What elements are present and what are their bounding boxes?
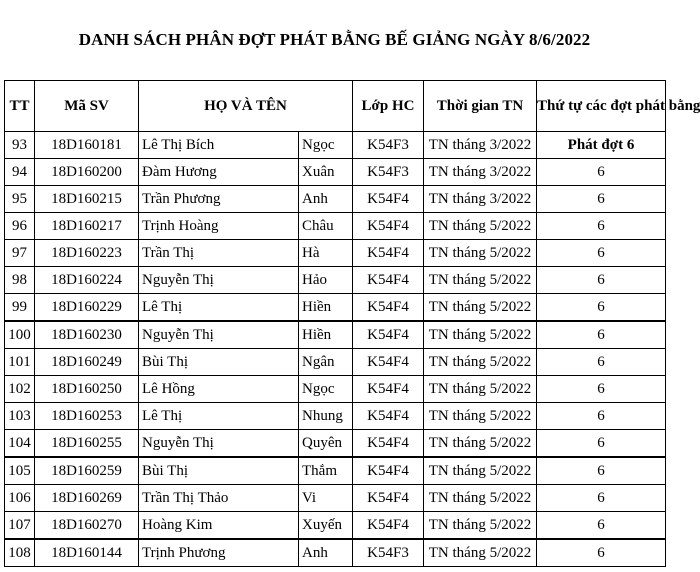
cell-thoigian: TN tháng 5/2022 — [424, 539, 537, 567]
cell-ho: Nguyễn Thị — [139, 430, 299, 458]
cell-ho: Lê Thị — [139, 294, 299, 322]
cell-lop: K54F4 — [353, 349, 424, 376]
cell-tt: 106 — [5, 485, 35, 512]
cell-thoigian: TN tháng 3/2022 — [424, 159, 537, 186]
table-row — [5, 430, 666, 458]
cell-dot: Phát đợt 6 — [537, 132, 666, 159]
cell-thoigian: TN tháng 5/2022 — [424, 213, 537, 240]
cell-dot: 6 — [537, 213, 666, 240]
cell-masv: 18D160255 — [35, 430, 139, 458]
cell-masv: 18D160215 — [35, 186, 139, 213]
cell-thoigian: TN tháng 5/2022 — [424, 485, 537, 512]
header-thutu: Thứ tự các đợt phát bằng — [537, 81, 666, 132]
cell-thoigian: TN tháng 5/2022 — [424, 240, 537, 267]
cell-tt: 105 — [5, 457, 35, 485]
cell-ho: Hoàng Kim — [139, 512, 299, 540]
cell-dot: 6 — [537, 159, 666, 186]
cell-ten: Anh — [299, 186, 353, 213]
cell-lop: K54F3 — [353, 539, 424, 567]
cell-ho: Bùi Thị — [139, 349, 299, 376]
table-row — [5, 321, 666, 349]
table-row — [5, 539, 666, 567]
table-row — [5, 267, 666, 294]
cell-dot: 6 — [537, 294, 666, 322]
cell-tt: 97 — [5, 240, 35, 267]
cell-dot: 6 — [537, 430, 666, 458]
cell-lop: K54F3 — [353, 132, 424, 159]
cell-ten: Thắm — [299, 457, 353, 485]
cell-ten: Châu — [299, 213, 353, 240]
cell-dot: 6 — [537, 403, 666, 430]
cell-masv: 18D160250 — [35, 376, 139, 403]
cell-lop: K54F4 — [353, 294, 424, 322]
cell-ten: Hiền — [299, 294, 353, 322]
cell-lop: K54F4 — [353, 267, 424, 294]
cell-masv: 18D160230 — [35, 321, 139, 349]
table-row — [5, 240, 666, 267]
cell-dot: 6 — [537, 240, 666, 267]
cell-thoigian: TN tháng 5/2022 — [424, 376, 537, 403]
cell-thoigian: TN tháng 5/2022 — [424, 349, 537, 376]
cell-ten: Xuân — [299, 159, 353, 186]
table-row — [5, 403, 666, 430]
cell-lop: K54F4 — [353, 213, 424, 240]
cell-dot: 6 — [537, 267, 666, 294]
cell-ho: Lê Thị Bích — [139, 132, 299, 159]
cell-ho: Trần Thị Thảo — [139, 485, 299, 512]
cell-masv: 18D160269 — [35, 485, 139, 512]
cell-dot: 6 — [537, 539, 666, 567]
cell-dot: 6 — [537, 321, 666, 349]
cell-tt: 98 — [5, 267, 35, 294]
cell-ten: Anh — [299, 539, 353, 567]
cell-thoigian: TN tháng 3/2022 — [424, 186, 537, 213]
cell-ho: Trần Thị — [139, 240, 299, 267]
cell-tt: 107 — [5, 512, 35, 540]
cell-lop: K54F4 — [353, 512, 424, 540]
cell-lop: K54F4 — [353, 485, 424, 512]
header-row — [5, 81, 666, 132]
cell-ho: Trịnh Hoàng — [139, 213, 299, 240]
cell-ho: Nguyễn Thị — [139, 321, 299, 349]
cell-thoigian: TN tháng 5/2022 — [424, 512, 537, 540]
cell-ho: Đàm Hương — [139, 159, 299, 186]
table-row — [5, 512, 666, 540]
cell-dot: 6 — [537, 349, 666, 376]
cell-ho: Trần Phương — [139, 186, 299, 213]
cell-lop: K54F4 — [353, 430, 424, 458]
table-row — [5, 213, 666, 240]
cell-ten: Ngọc — [299, 132, 353, 159]
cell-masv: 18D160259 — [35, 457, 139, 485]
cell-ten: Nhung — [299, 403, 353, 430]
cell-thoigian: TN tháng 5/2022 — [424, 403, 537, 430]
graduation-table — [4, 80, 700, 567]
table-body — [5, 132, 666, 567]
cell-masv: 18D160200 — [35, 159, 139, 186]
cell-dot: 6 — [537, 186, 666, 213]
cell-tt: 99 — [5, 294, 35, 322]
cell-thoigian: TN tháng 3/2022 — [424, 132, 537, 159]
cell-ho: Bùi Thị — [139, 457, 299, 485]
cell-tt: 102 — [5, 376, 35, 403]
cell-masv: 18D160270 — [35, 512, 139, 540]
cell-lop: K54F4 — [353, 403, 424, 430]
table-row — [5, 376, 666, 403]
cell-tt: 100 — [5, 321, 35, 349]
header-tt: TT — [5, 81, 35, 132]
cell-ho: Trịnh Phương — [139, 539, 299, 567]
cell-tt: 94 — [5, 159, 35, 186]
cell-dot: 6 — [537, 485, 666, 512]
cell-dot: 6 — [537, 376, 666, 403]
table-row — [5, 186, 666, 213]
table-row — [5, 485, 666, 512]
cell-dot: 6 — [537, 457, 666, 485]
cell-thoigian: TN tháng 5/2022 — [424, 294, 537, 322]
cell-tt: 95 — [5, 186, 35, 213]
cell-masv: 18D160224 — [35, 267, 139, 294]
cell-thoigian: TN tháng 5/2022 — [424, 321, 537, 349]
cell-ten: Hà — [299, 240, 353, 267]
cell-masv: 18D160253 — [35, 403, 139, 430]
header-masv: Mã SV — [35, 81, 139, 132]
cell-ten: Quyên — [299, 430, 353, 458]
cell-ten: Hiền — [299, 321, 353, 349]
header-lop: Lớp HC — [353, 81, 424, 132]
cell-thoigian: TN tháng 5/2022 — [424, 457, 537, 485]
cell-lop: K54F4 — [353, 321, 424, 349]
table-row — [5, 294, 666, 322]
cell-lop: K54F4 — [353, 376, 424, 403]
cell-masv: 18D160229 — [35, 294, 139, 322]
cell-tt: 101 — [5, 349, 35, 376]
cell-thoigian: TN tháng 5/2022 — [424, 267, 537, 294]
cell-ten: Xuyến — [299, 512, 353, 540]
cell-tt: 103 — [5, 403, 35, 430]
cell-lop: K54F4 — [353, 186, 424, 213]
cell-ten: Vi — [299, 485, 353, 512]
cell-lop: K54F4 — [353, 457, 424, 485]
cell-ten: Hảo — [299, 267, 353, 294]
cell-tt: 108 — [5, 539, 35, 567]
header-hoten: HỌ VÀ TÊN — [139, 81, 353, 132]
cell-masv: 18D160181 — [35, 132, 139, 159]
table-row — [5, 457, 666, 485]
cell-ten: Ngân — [299, 349, 353, 376]
cell-masv: 18D160144 — [35, 539, 139, 567]
cell-thoigian: TN tháng 5/2022 — [424, 430, 537, 458]
table-row — [5, 349, 666, 376]
cell-masv: 18D160217 — [35, 213, 139, 240]
page-title: DANH SÁCH PHÂN ĐỢT PHÁT BẰNG BẾ GIẢNG NGÀY 8/6/2022 — [78, 30, 591, 49]
cell-ten: Ngọc — [299, 376, 353, 403]
cell-lop: K54F3 — [353, 159, 424, 186]
cell-ho: Lê Hồng — [139, 376, 299, 403]
cell-ho: Nguyễn Thị — [139, 267, 299, 294]
cell-tt: 96 — [5, 213, 35, 240]
cell-tt: 104 — [5, 430, 35, 458]
cell-ho: Lê Thị — [139, 403, 299, 430]
table-row — [5, 132, 666, 159]
cell-lop: K54F4 — [353, 240, 424, 267]
cell-tt: 93 — [5, 132, 35, 159]
cell-masv: 18D160249 — [35, 349, 139, 376]
header-thoigian: Thời gian TN — [424, 81, 537, 132]
table-row — [5, 159, 666, 186]
cell-masv: 18D160223 — [35, 240, 139, 267]
cell-dot: 6 — [537, 512, 666, 540]
